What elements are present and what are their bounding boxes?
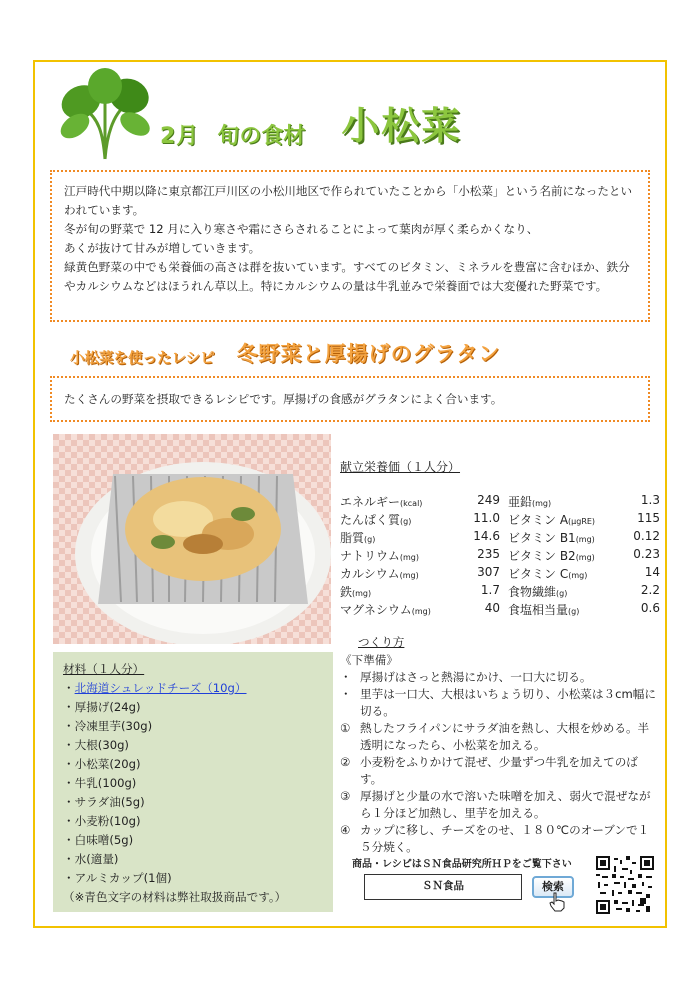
ingredients-title: 材料（１人分）: [63, 662, 145, 676]
nutrient-name: 鉄(mg): [340, 585, 372, 599]
ingredient-item: ・ サラダ油(5g): [63, 793, 323, 812]
method-title: つくり方: [358, 635, 405, 649]
intro-paragraph: 冬が旬の野菜で 12 月に入り寒さや霜にさらされることによって葉肉が厚く柔らかくなり、: [64, 222, 539, 236]
title-month: 2月: [160, 124, 200, 149]
nutrient-value: 40: [484, 601, 500, 615]
recipe-description: たくさんの野菜を摂取できるレシピです。厚揚げの食感がグラタンによく合います。: [50, 376, 650, 422]
nutrient-name: 食物繊維(g): [508, 585, 568, 599]
ingredient-item: ・ 水(適量): [63, 850, 323, 869]
intro-paragraph: 緑黄色野菜の中でも栄養価の高さは群を抜いています。すべてのビタミン、ミネラルを豊富に含むほか、鉄分やカルシウムなどはほうれん草以上。特にカルシウムの量は牛乳並みで栄養面では大変優れた野菜です。: [64, 260, 630, 293]
ingredient-item: ・ 小松菜(20g): [63, 755, 323, 774]
nutrient-name: ビタミン A(μgRE): [508, 513, 596, 527]
nutrient-value: 2.2: [640, 583, 660, 597]
prep-label: 《下準備》: [340, 653, 398, 667]
intro-paragraph: 江戸時代中期以降に東京都江戸川区の小松川地区で作られていたことから「小松菜」という名前になったといわれています。: [64, 184, 633, 217]
nutrient-value: 1.3: [640, 493, 660, 507]
ingredients-list: [63, 679, 323, 888]
nutrient-name: ビタミン B2(mg): [508, 549, 595, 563]
nutrient-name: ビタミン B1(mg): [508, 531, 595, 545]
nutrient-value: 14.6: [473, 529, 500, 543]
method-step: ③ 厚揚げと少量の水で溶いた味噌を加え、弱火で混ぜながら１分ほど加熱し、里芋を加える。: [340, 789, 651, 820]
nutrient-name: ナトリウム(mg): [340, 549, 420, 563]
cta-text: 商品・レシピはＳＮ食品研究所ＨＰをご覧下さい: [352, 859, 572, 870]
title-main: 小松菜: [341, 104, 462, 148]
ingredients-note: （※青色文字の材料は弊社取扱商品です。）: [63, 890, 287, 904]
nutrition-right-column: [508, 493, 660, 618]
nutrient-name: マグネシウム(mg): [340, 603, 431, 617]
search-button[interactable]: 検索: [532, 876, 574, 898]
nutrient-value: 14: [644, 565, 660, 579]
nutrient-value: 11.0: [473, 511, 500, 525]
method-panel: [340, 634, 658, 856]
recipe-lead: 小松菜を使ったレシピ: [70, 351, 215, 367]
nutrient-value: 235: [477, 547, 500, 561]
method-step: ② 小麦粉をふりかけて混ぜ、少量ずつ牛乳を加えてのばす。: [340, 755, 638, 786]
nutrient-value: 0.6: [640, 601, 660, 615]
nutrient-value: 307: [477, 565, 500, 579]
ingredient-item: ・ 大根(30g): [63, 736, 323, 755]
ingredient-item: ・ 白味噌(5g): [63, 831, 323, 850]
prep-item: ・ 里芋は一口大、大根はいちょう切り、小松菜は３cm幅に切る。: [340, 687, 656, 718]
page-title: [160, 100, 461, 150]
intro-paragraph: あくが抜けて甘みが増していきます。: [64, 241, 261, 255]
ingredients-panel: [53, 652, 333, 912]
nutrient-name: 脂質(g): [340, 531, 376, 545]
nutrient-value: 249: [477, 493, 500, 507]
method-step: ④ カップに移し、チーズをのせ、１８０℃のオーブンで１５分焼く。: [340, 823, 650, 854]
search-input[interactable]: ＳＮ食品: [364, 874, 522, 900]
pointer-hand-icon: [548, 892, 566, 912]
nutrition-panel: [340, 458, 660, 618]
recipe-heading: [70, 338, 500, 368]
ingredient-item: ・ 牛乳(100g): [63, 774, 323, 793]
nutrient-name: エネルギー(kcal): [340, 495, 423, 509]
nutrient-value: 115: [637, 511, 660, 525]
nutrient-name: たんぱく質(g): [340, 513, 412, 527]
gratin-photo: [53, 434, 331, 644]
method-step: ① 熱したフライパンにサラダ油を熱し、大根を炒める。半透明になったら、小松菜を加える。: [340, 721, 650, 752]
nutrient-name: 亜鉛(mg): [508, 495, 552, 509]
nutrient-value: 1.7: [480, 583, 500, 597]
nutrient-name: 食塩相当量(g): [508, 603, 580, 617]
ingredient-item: ・ 冷凍里芋(30g): [63, 717, 323, 736]
recipe-name: 冬野菜と厚揚げのグラタン: [236, 342, 501, 366]
ingredient-item: ・ アルミカップ(1個): [63, 869, 323, 888]
intro-box: [50, 170, 650, 322]
nutrient-name: カルシウム(mg): [340, 567, 419, 581]
title-label: 旬の食材: [217, 124, 306, 149]
prep-item: ・ 厚揚げはさっと熱湯にかけ、一口大に切る。: [340, 670, 592, 684]
ingredient-link-item: [63, 679, 323, 698]
qr-code-icon: [596, 856, 654, 914]
nutrient-value: 0.23: [633, 547, 660, 561]
ingredient-item: ・ 小麦粉(10g): [63, 812, 323, 831]
nutrient-name: ビタミン C(mg): [508, 567, 588, 581]
nutrient-value: 0.12: [633, 529, 660, 543]
nutrition-left-column: [340, 493, 500, 618]
cheese-product-link[interactable]: 北海道シュレッドチーズ（10g）: [74, 681, 247, 695]
ingredient-item: ・ 厚揚げ(24g): [63, 698, 323, 717]
nutrition-title: 献立栄養価（１人分）: [340, 460, 461, 474]
komatsuna-icon: [55, 64, 155, 164]
